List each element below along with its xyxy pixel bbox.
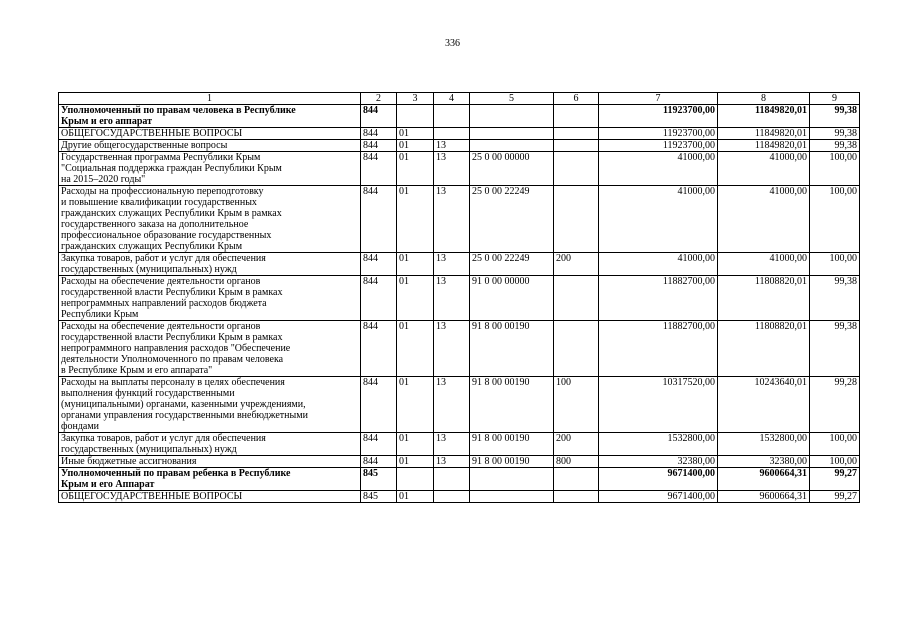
row-name: Расходы на обеспечение деятельности органов государственной власти Республики Крым в рамках непрограммного направления расходов "Обеспечение деятельности Уполномоченного по правам человека в Республике Крым и его аппарата" (59, 321, 361, 377)
plan-amount: 9671400,00 (599, 468, 718, 491)
budget-table (58, 92, 860, 503)
row-name: Другие общегосударственные вопросы (59, 140, 361, 152)
actual-amount: 11808820,01 (718, 276, 810, 321)
code-subsection: 13 (434, 186, 470, 253)
code-target (470, 491, 554, 503)
header-cell: 1 (59, 93, 361, 105)
code-target: 91 8 00 00190 (470, 377, 554, 433)
code-target: 91 8 00 00190 (470, 433, 554, 456)
code-expense-type (554, 105, 599, 128)
code-subsection: 13 (434, 276, 470, 321)
plan-amount: 11923700,00 (599, 128, 718, 140)
header-cell: 8 (718, 93, 810, 105)
header-row (59, 93, 860, 105)
execution-percent: 100,00 (810, 152, 860, 186)
plan-amount: 32380,00 (599, 456, 718, 468)
execution-percent: 100,00 (810, 456, 860, 468)
header-cell: 2 (361, 93, 397, 105)
code-expense-type: 800 (554, 456, 599, 468)
code-target: 25 0 00 22249 (470, 253, 554, 276)
code-target (470, 128, 554, 140)
code-section: 01 (397, 456, 434, 468)
actual-amount: 11849820,01 (718, 140, 810, 152)
code-section: 01 (397, 152, 434, 186)
plan-amount: 9671400,00 (599, 491, 718, 503)
actual-amount: 9600664,31 (718, 491, 810, 503)
row-name: Закупка товаров, работ и услуг для обеспечения государственных (муниципальных) нужд (59, 253, 361, 276)
code-subsection: 13 (434, 456, 470, 468)
execution-percent: 99,38 (810, 140, 860, 152)
code-subsection: 13 (434, 152, 470, 186)
actual-amount: 11849820,01 (718, 128, 810, 140)
code-expense-type (554, 128, 599, 140)
table-row (59, 456, 860, 468)
row-name: Уполномоченный по правам человека в Республике Крым и его аппарат (59, 105, 361, 128)
plan-amount: 11923700,00 (599, 140, 718, 152)
code-subsection: 13 (434, 321, 470, 377)
code-ved: 844 (361, 152, 397, 186)
execution-percent: 99,38 (810, 105, 860, 128)
code-ved: 844 (361, 140, 397, 152)
code-ved: 844 (361, 186, 397, 253)
table-row (59, 253, 860, 276)
header-cell: 9 (810, 93, 860, 105)
plan-amount: 41000,00 (599, 186, 718, 253)
execution-percent: 100,00 (810, 186, 860, 253)
code-ved: 844 (361, 377, 397, 433)
row-name: Расходы на обеспечение деятельности органов государственной власти Республики Крым в рамках непрограммных направлений расходов бюджета Республики Крым (59, 276, 361, 321)
plan-amount: 11923700,00 (599, 105, 718, 128)
actual-amount: 41000,00 (718, 253, 810, 276)
header-cell: 3 (397, 93, 434, 105)
header-cell: 7 (599, 93, 718, 105)
code-section (397, 468, 434, 491)
table-row (59, 128, 860, 140)
code-section: 01 (397, 491, 434, 503)
execution-percent: 100,00 (810, 253, 860, 276)
code-expense-type (554, 152, 599, 186)
table-row (59, 152, 860, 186)
code-expense-type (554, 276, 599, 321)
code-expense-type (554, 140, 599, 152)
code-subsection (434, 468, 470, 491)
table-row (59, 321, 860, 377)
plan-amount: 41000,00 (599, 253, 718, 276)
code-target (470, 105, 554, 128)
code-ved: 844 (361, 128, 397, 140)
code-subsection (434, 105, 470, 128)
code-section: 01 (397, 276, 434, 321)
execution-percent: 99,27 (810, 491, 860, 503)
code-section: 01 (397, 186, 434, 253)
code-ved: 845 (361, 468, 397, 491)
code-ved: 844 (361, 433, 397, 456)
code-expense-type: 200 (554, 253, 599, 276)
code-subsection: 13 (434, 253, 470, 276)
code-section (397, 105, 434, 128)
table-row (59, 105, 860, 128)
table-row (59, 276, 860, 321)
execution-percent: 99,38 (810, 321, 860, 377)
table-row (59, 433, 860, 456)
code-ved: 845 (361, 491, 397, 503)
code-target: 25 0 00 00000 (470, 152, 554, 186)
row-name: Закупка товаров, работ и услуг для обеспечения государственных (муниципальных) нужд (59, 433, 361, 456)
execution-percent: 99,28 (810, 377, 860, 433)
code-subsection (434, 491, 470, 503)
code-expense-type: 200 (554, 433, 599, 456)
actual-amount: 32380,00 (718, 456, 810, 468)
code-expense-type (554, 468, 599, 491)
plan-amount: 41000,00 (599, 152, 718, 186)
actual-amount: 1532800,00 (718, 433, 810, 456)
actual-amount: 11849820,01 (718, 105, 810, 128)
header-cell: 6 (554, 93, 599, 105)
plan-amount: 1532800,00 (599, 433, 718, 456)
code-ved: 844 (361, 276, 397, 321)
code-target: 25 0 00 22249 (470, 186, 554, 253)
execution-percent: 99,38 (810, 128, 860, 140)
actual-amount: 41000,00 (718, 152, 810, 186)
code-subsection: 13 (434, 433, 470, 456)
plan-amount: 11882700,00 (599, 321, 718, 377)
actual-amount: 41000,00 (718, 186, 810, 253)
code-ved: 844 (361, 321, 397, 377)
row-name: Уполномоченный по правам ребенка в Республике Крым и его Аппарат (59, 468, 361, 491)
code-section: 01 (397, 128, 434, 140)
code-ved: 844 (361, 105, 397, 128)
code-target (470, 468, 554, 491)
code-subsection: 13 (434, 377, 470, 433)
row-name: ОБЩЕГОСУДАРСТВЕННЫЕ ВОПРОСЫ (59, 128, 361, 140)
code-ved: 844 (361, 456, 397, 468)
table-row (59, 468, 860, 491)
row-name: Иные бюджетные ассигнования (59, 456, 361, 468)
header-cell: 5 (470, 93, 554, 105)
execution-percent: 99,27 (810, 468, 860, 491)
code-section: 01 (397, 377, 434, 433)
execution-percent: 100,00 (810, 433, 860, 456)
code-target: 91 0 00 00000 (470, 276, 554, 321)
row-name: Расходы на профессиональную переподготовку и повышение квалификации государственных гражданских служащих Республики Крым в рамках государственного заказа на дополнительное профессиональное образование государственных гражданских служащих Республики Крым (59, 186, 361, 253)
execution-percent: 99,38 (810, 276, 860, 321)
code-subsection: 13 (434, 140, 470, 152)
code-expense-type (554, 186, 599, 253)
code-section: 01 (397, 253, 434, 276)
code-ved: 844 (361, 253, 397, 276)
plan-amount: 10317520,00 (599, 377, 718, 433)
header-cell: 4 (434, 93, 470, 105)
table-row (59, 186, 860, 253)
row-name: Государственная программа Республики Крым "Социальная поддержка граждан Республики Крым на 2015–2020 годы" (59, 152, 361, 186)
table-row (59, 140, 860, 152)
code-section: 01 (397, 321, 434, 377)
page-number: 336 (445, 38, 460, 49)
plan-amount: 11882700,00 (599, 276, 718, 321)
table-row (59, 377, 860, 433)
actual-amount: 9600664,31 (718, 468, 810, 491)
actual-amount: 10243640,01 (718, 377, 810, 433)
code-expense-type (554, 491, 599, 503)
code-target (470, 140, 554, 152)
row-name: Расходы на выплаты персоналу в целях обеспечения выполнения функций государственными (муниципальными) органами, казенными учреждениями, органами управления государственными внебюджетными фондами (59, 377, 361, 433)
row-name: ОБЩЕГОСУДАРСТВЕННЫЕ ВОПРОСЫ (59, 491, 361, 503)
code-target: 91 8 00 00190 (470, 456, 554, 468)
table-body (59, 93, 860, 503)
actual-amount: 11808820,01 (718, 321, 810, 377)
code-expense-type (554, 321, 599, 377)
table-row (59, 491, 860, 503)
code-section: 01 (397, 140, 434, 152)
code-target: 91 8 00 00190 (470, 321, 554, 377)
code-subsection (434, 128, 470, 140)
code-expense-type: 100 (554, 377, 599, 433)
code-section: 01 (397, 433, 434, 456)
